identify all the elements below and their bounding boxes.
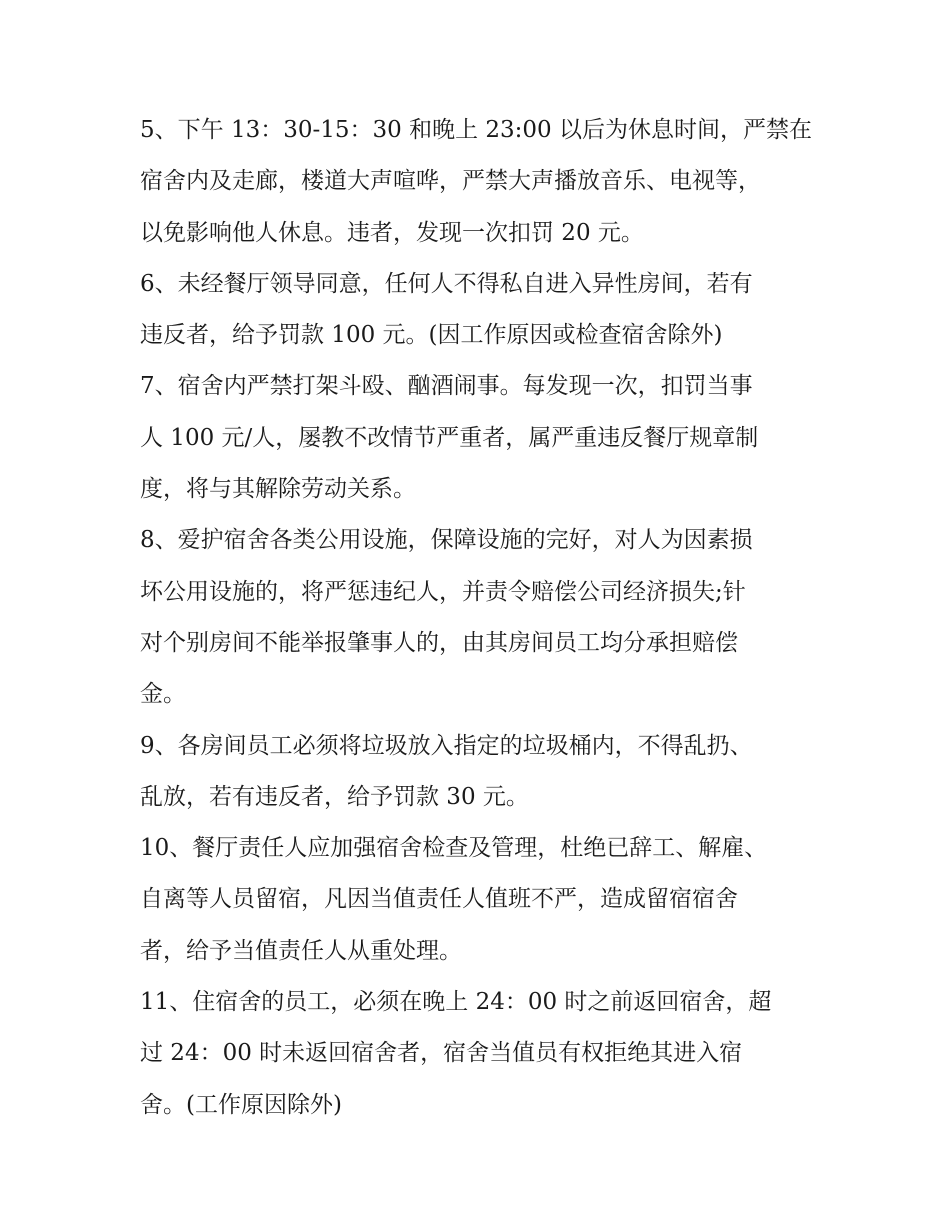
rule-9-line-2: 乱放，若有违反者，给予罚款 30 元。 — [140, 783, 529, 810]
rule-8-line-4: 金。 — [140, 681, 186, 708]
rule-9-line-1: 9、各房间员工必须将垃圾放入指定的垃圾桶内，不得乱扔、 — [140, 732, 753, 759]
rule-11-line-3: 舍。(工作原因除外) — [140, 1091, 342, 1118]
rule-11-line-2: 过 24：00 时未返回宿舍者，宿舍当值员有权拒绝其进入宿 — [140, 1040, 743, 1067]
rule-11-line-1: 11、住宿舍的员工，必须在晚上 24：00 时之前返回宿舍，超 — [140, 989, 772, 1016]
rule-6-line-2: 违反者，给予罚款 100 元。(因工作原因或检查宿舍除外) — [140, 322, 723, 349]
rule-5-line-1: 5、下午 13：30-15：30 和晚上 23:00 以后为休息时间，严禁在 — [140, 117, 812, 143]
rule-10-line-3: 者，给予当值责任人从重处理。 — [140, 937, 462, 964]
rule-10-line-2: 自离等人员留宿，凡因当值责任人值班不严，造成留宿宿舍 — [140, 886, 738, 913]
document-page — [140, 105, 820, 1131]
rule-7-line-3: 度，将与其解除劳动关系。 — [140, 476, 416, 503]
rule-5-line-2: 宿舍内及走廊，楼道大声喧哗，严禁大声播放音乐、电视等， — [140, 168, 761, 195]
rule-8-line-3: 对个别房间不能举报肇事人的，由其房间员工均分承担赔偿 — [140, 629, 738, 656]
rule-7-line-1: 7、宿舍内严禁打架斗殴、酗酒闹事。每发现一次，扣罚当事 — [140, 373, 753, 400]
rule-7-line-2: 人 100 元/人，屡教不改情节严重者，属严重违反餐厅规章制 — [140, 424, 759, 451]
rule-6-line-1: 6、未经餐厅领导同意，任何人不得私自进入异性房间，若有 — [140, 270, 753, 297]
rule-8-line-2: 坏公用设施的，将严惩违纪人，并责令赔偿公司经济损失;针 — [140, 578, 746, 605]
rule-5-line-3: 以免影响他人休息。违者，发现一次扣罚 20 元。 — [140, 219, 644, 246]
rule-10-line-1: 10、餐厅责任人应加强宿舍检查及管理，杜绝已辞工、解雇、 — [140, 835, 768, 862]
rule-8-line-1: 8、爱护宿舍各类公用设施，保障设施的完好，对人为因素损 — [140, 527, 753, 554]
